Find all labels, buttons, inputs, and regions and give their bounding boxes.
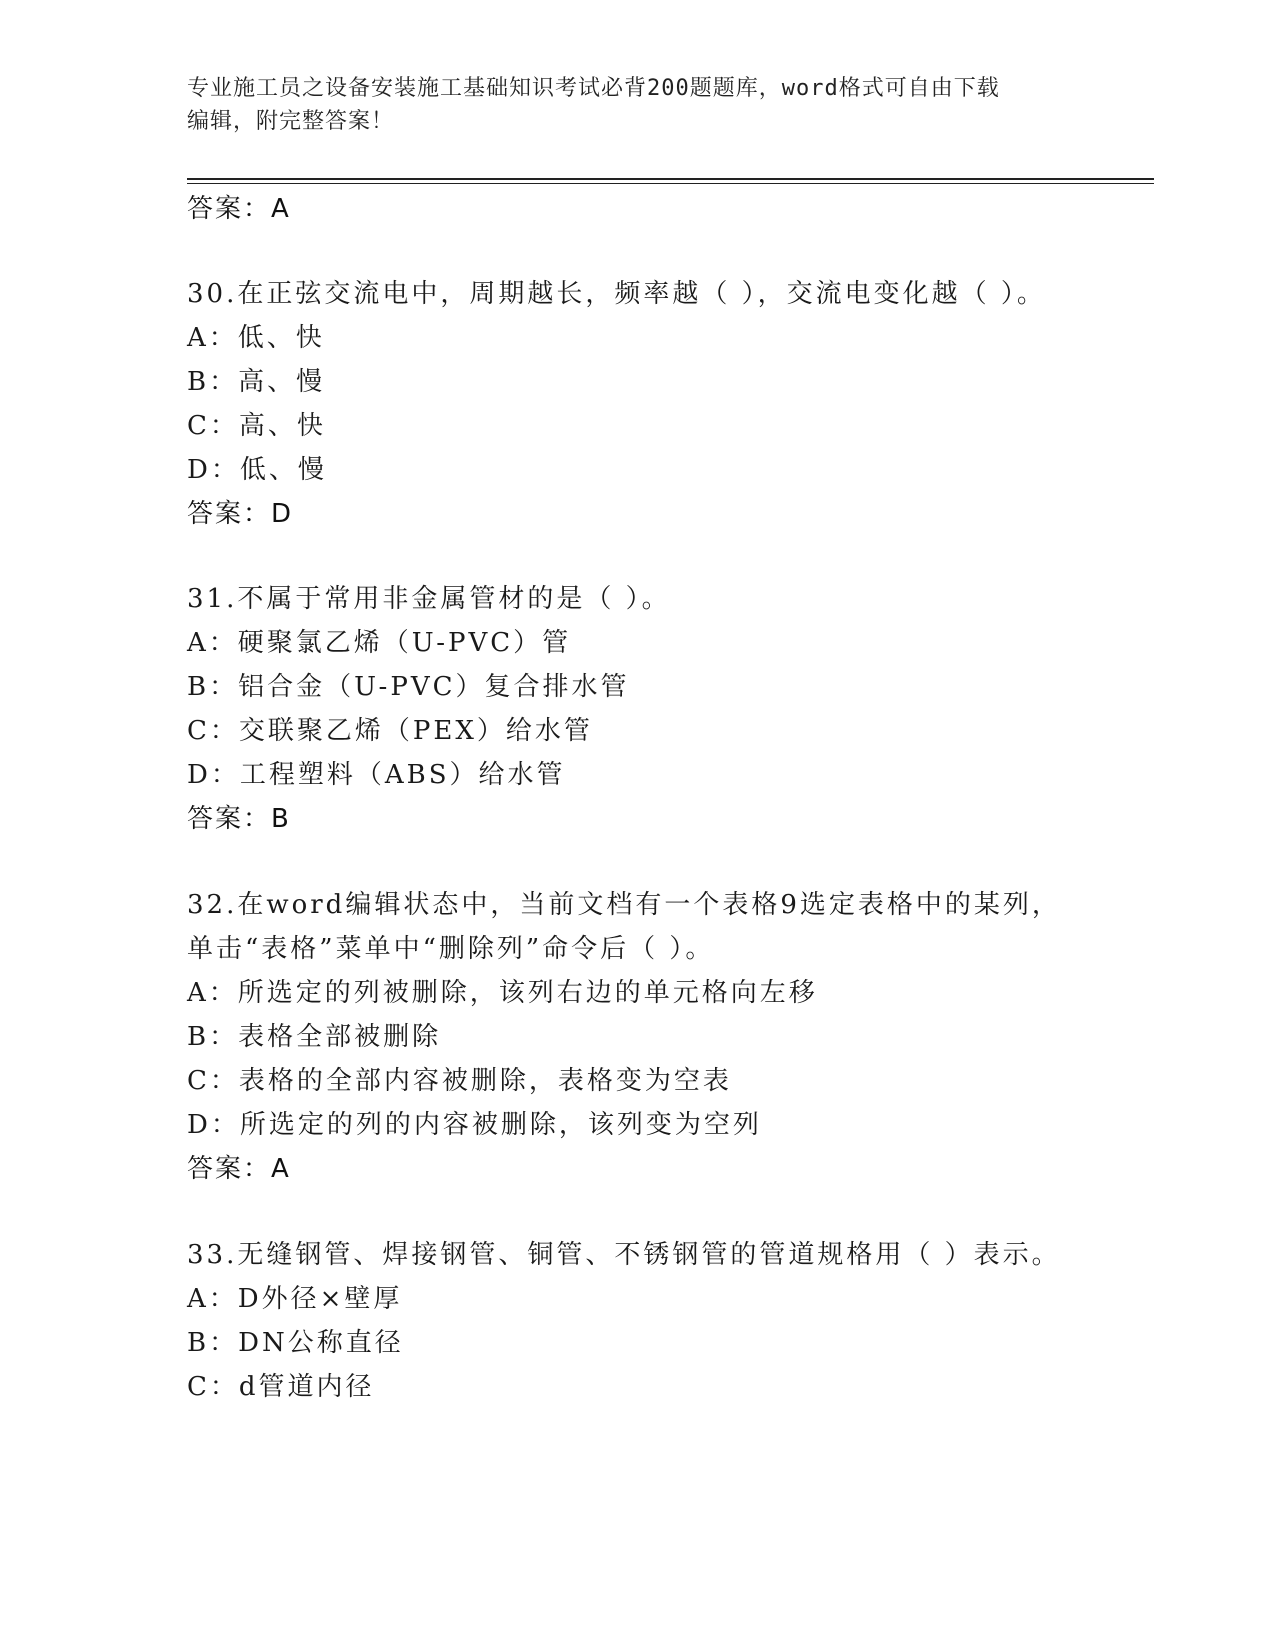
question-stem: 33.无缝钢管、焊接钢管、铜管、不锈钢管的管道规格用（ ）表示。: [187, 1240, 1061, 1270]
option-a: A：低、快: [187, 323, 325, 353]
question-stem-continued: 单击“表格”菜单中“删除列”命令后（ ）。: [187, 934, 715, 964]
option-a: A：硬聚氯乙烯（U-PVC）管: [187, 628, 572, 658]
header-line-1: 专业施工员之设备安装施工基础知识考试必背200题题库，word格式可自由下载: [187, 76, 1000, 101]
option-a: A：D外径×壁厚: [187, 1284, 403, 1314]
document-header: [187, 72, 1087, 138]
option-b: B：高、慢: [187, 367, 326, 397]
option-c: C：表格的全部内容被删除，表格变为空表: [187, 1066, 732, 1096]
option-b: B：表格全部被删除: [187, 1022, 442, 1052]
option-d: D：低、慢: [187, 455, 327, 485]
option-c: C：交联聚乙烯（PEX）给水管: [187, 716, 593, 746]
answer-line: 答案：A: [187, 194, 291, 224]
header-line-2: 编辑，附完整答案！: [187, 109, 395, 134]
header-divider-thin: [187, 183, 1154, 184]
option-b: B：DN公称直径: [187, 1328, 404, 1358]
header-divider-thick: [187, 178, 1154, 180]
option-c: C：高、快: [187, 411, 326, 441]
answer-line: 答案：B: [187, 804, 291, 834]
option-a: A：所选定的列被删除，该列右边的单元格向左移: [187, 978, 818, 1008]
answer-line: 答案：A: [187, 1154, 291, 1184]
option-b: B：铝合金（U-PVC）复合排水管: [187, 672, 630, 702]
question-stem: 31.不属于常用非金属管材的是（ ）。: [187, 584, 671, 614]
question-stem: 30.在正弦交流电中，周期越长，频率越（ ），交流电变化越（ ）。: [187, 279, 1046, 309]
question-stem: 32.在word编辑状态中，当前文档有一个表格9选定表格中的某列，: [187, 890, 1061, 920]
option-c: C：d管道内径: [187, 1372, 375, 1402]
option-d: D：所选定的列的内容被删除，该列变为空列: [187, 1110, 762, 1140]
option-d: D：工程塑料（ABS）给水管: [187, 760, 566, 790]
answer-line: 答案：D: [187, 499, 294, 529]
